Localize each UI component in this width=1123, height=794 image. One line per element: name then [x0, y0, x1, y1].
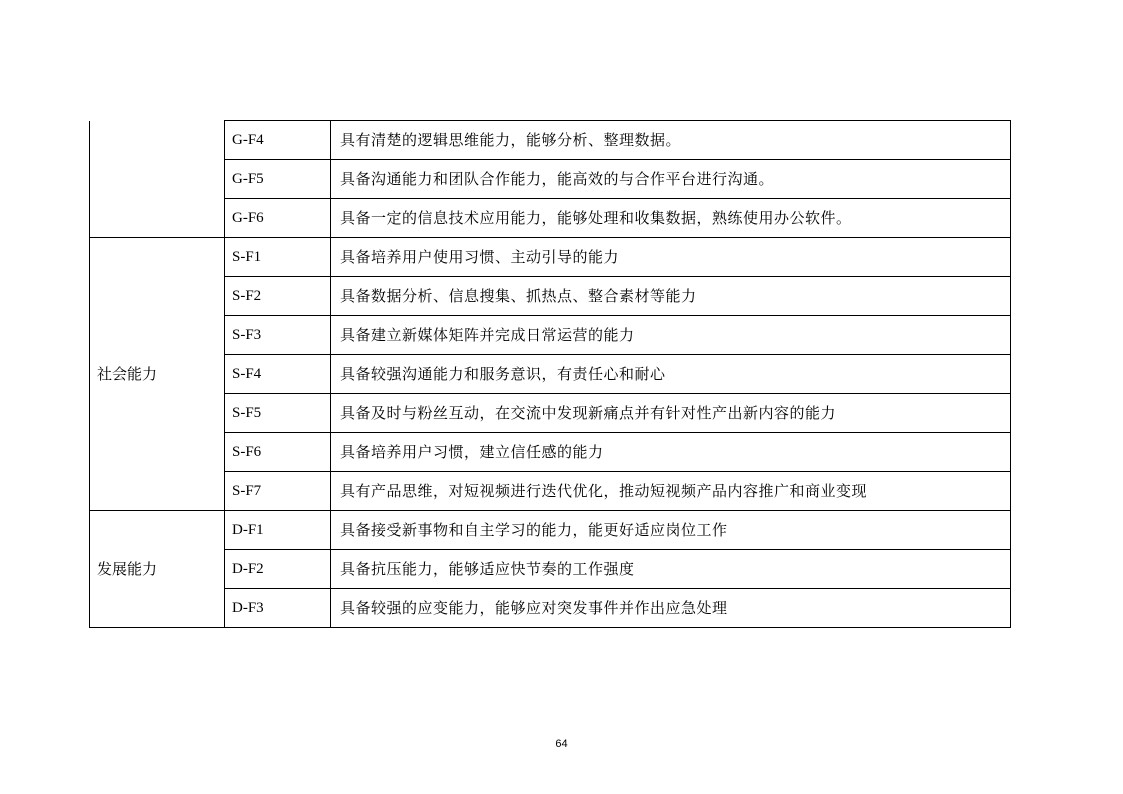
- description-cell: 具备建立新媒体矩阵并完成日常运营的能力: [331, 316, 1011, 355]
- category-cell: 发展能力: [90, 511, 225, 628]
- code-cell: D-F2: [225, 550, 331, 589]
- code-cell: D-F3: [225, 589, 331, 628]
- table-row: [90, 472, 1011, 511]
- description-cell: 具备培养用户使用习惯、主动引导的能力: [331, 238, 1011, 277]
- code-cell: S-F1: [225, 238, 331, 277]
- description-cell: 具备抗压能力，能够适应快节奏的工作强度: [331, 550, 1011, 589]
- description-cell: 具有清楚的逻辑思维能力，能够分析、整理数据。: [331, 121, 1011, 160]
- description-cell: 具备及时与粉丝互动，在交流中发现新痛点并有针对性产出新内容的能力: [331, 394, 1011, 433]
- table-row: [90, 277, 1011, 316]
- table-row: [90, 355, 1011, 394]
- description-cell: 具备接受新事物和自主学习的能力，能更好适应岗位工作: [331, 511, 1011, 550]
- table-row: [90, 199, 1011, 238]
- table-row: [90, 316, 1011, 355]
- table-row: [90, 550, 1011, 589]
- description-cell: 具备培养用户习惯，建立信任感的能力: [331, 433, 1011, 472]
- description-cell: 具备较强沟通能力和服务意识，有责任心和耐心: [331, 355, 1011, 394]
- description-cell: 具备一定的信息技术应用能力，能够处理和收集数据，熟练使用办公软件。: [331, 199, 1011, 238]
- table-row: [90, 589, 1011, 628]
- page-number: 64: [555, 738, 568, 750]
- code-cell: G-F6: [225, 199, 331, 238]
- table-row: [90, 121, 1011, 160]
- table-row: [90, 433, 1011, 472]
- description-cell: 具有产品思维，对短视频进行迭代优化，推动短视频产品内容推广和商业变现: [331, 472, 1011, 511]
- code-cell: S-F7: [225, 472, 331, 511]
- description-cell: 具备数据分析、信息搜集、抓热点、整合素材等能力: [331, 277, 1011, 316]
- code-cell: S-F2: [225, 277, 331, 316]
- ability-table: [89, 120, 1011, 628]
- code-cell: S-F4: [225, 355, 331, 394]
- code-cell: D-F1: [225, 511, 331, 550]
- code-cell: S-F5: [225, 394, 331, 433]
- table-row: [90, 394, 1011, 433]
- code-cell: S-F3: [225, 316, 331, 355]
- code-cell: G-F5: [225, 160, 331, 199]
- table-row: [90, 238, 1011, 277]
- table-row: [90, 511, 1011, 550]
- table-row: [90, 160, 1011, 199]
- description-cell: 具备较强的应变能力，能够应对突发事件并作出应急处理: [331, 589, 1011, 628]
- category-cell: [90, 121, 225, 238]
- category-cell: 社会能力: [90, 238, 225, 511]
- code-cell: S-F6: [225, 433, 331, 472]
- description-cell: 具备沟通能力和团队合作能力，能高效的与合作平台进行沟通。: [331, 160, 1011, 199]
- code-cell: G-F4: [225, 121, 331, 160]
